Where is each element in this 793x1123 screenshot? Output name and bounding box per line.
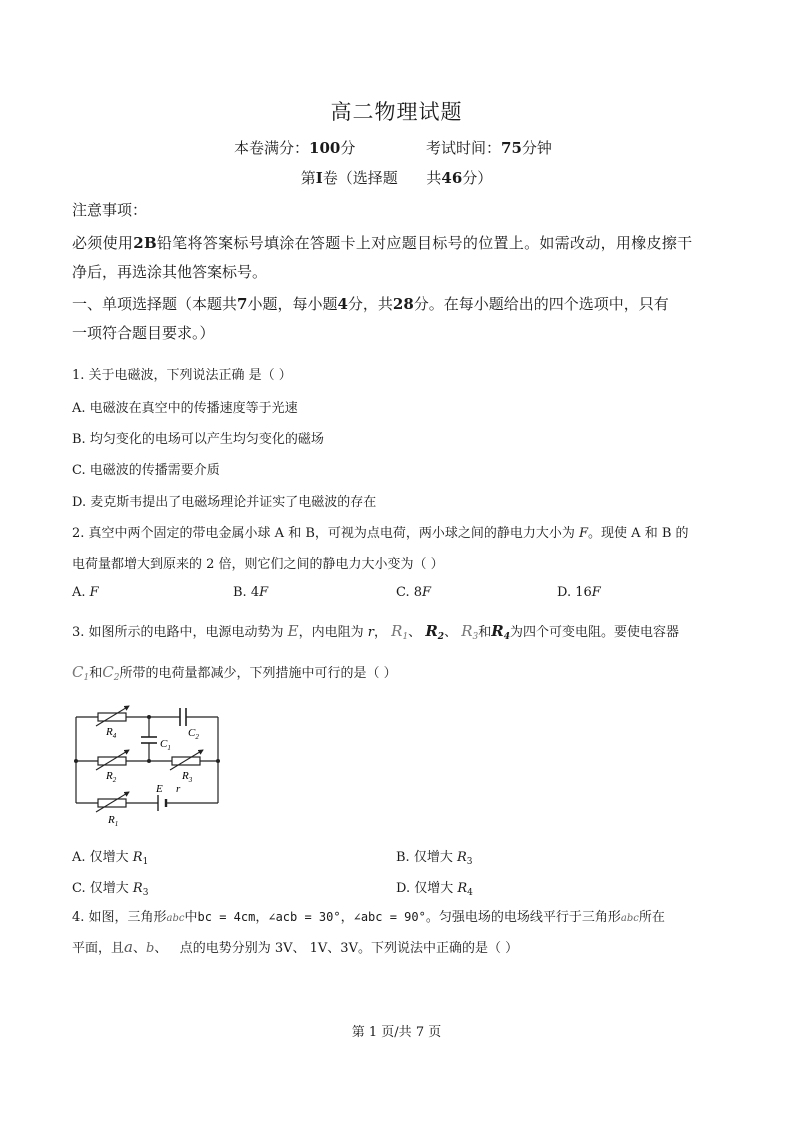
q3-symbol: E bbox=[287, 622, 299, 640]
q4-text: 平面，且 bbox=[72, 941, 125, 956]
part1-text: 7 bbox=[237, 295, 248, 313]
q4-symbol: abc bbox=[166, 913, 185, 924]
label-c2: $C_2$ bbox=[188, 727, 199, 741]
q2-option-label: A. bbox=[72, 585, 90, 600]
part1-text: 4 bbox=[337, 295, 348, 313]
resistor-r1 bbox=[98, 799, 126, 807]
q1-option-b: B. 均匀变化的电场可以产生均匀变化的磁场 bbox=[72, 432, 324, 447]
section-title bbox=[0, 167, 793, 188]
q3-c1 bbox=[72, 663, 89, 681]
q2-option-b bbox=[233, 585, 268, 600]
page-number: 第 1 页/共 7 页 bbox=[351, 1025, 442, 1040]
q3-text: 、 bbox=[444, 625, 458, 640]
full-score-unit: 分 bbox=[340, 139, 356, 157]
full-score-value: 100 bbox=[309, 139, 341, 157]
part1-line-2: 一项符合题目要求。） bbox=[72, 324, 215, 342]
q2-option-value: F bbox=[259, 585, 269, 600]
q3-text: 3. 如图所示的电路中，电源电动势为 bbox=[72, 625, 288, 640]
exam-time-unit: 分钟 bbox=[521, 139, 552, 157]
label-c1: $C_1$ bbox=[160, 738, 171, 752]
q3-symbol: R bbox=[461, 622, 473, 640]
full-score bbox=[234, 137, 355, 158]
q3-subscript: 3 bbox=[466, 857, 473, 867]
q4-condition: ∠abc = 90° bbox=[353, 910, 426, 924]
part1-text: 分。在每小题给出的四个选项中，只有 bbox=[413, 295, 669, 313]
section-title-part: 卷（选择题 bbox=[322, 169, 398, 187]
q3-option-text: A. 仅增大 bbox=[72, 850, 133, 865]
label-r1: $R_1$ bbox=[108, 814, 119, 828]
q2-option-c bbox=[396, 585, 431, 600]
q3-text: ，内电阻为 bbox=[298, 625, 368, 640]
q2-option-value: F bbox=[591, 585, 601, 600]
q3-text: 和 bbox=[478, 625, 492, 640]
part1-text: 一、单项选择题（本题共 bbox=[72, 295, 238, 313]
notice-text: 2B bbox=[133, 234, 157, 252]
notice-text: 必须使用 bbox=[72, 234, 134, 252]
q4-text: 中 bbox=[184, 910, 198, 925]
q4-text: 点的电势分别为 3V、 1V、3V。下列说法中正确的是（ ） bbox=[179, 941, 519, 956]
q3-symbol: R bbox=[457, 881, 468, 896]
q3-text: ， bbox=[373, 625, 387, 640]
part1-line-1 bbox=[72, 293, 669, 314]
q3-option-b bbox=[396, 846, 472, 867]
q2-stem-line-2: 电荷量都增大到原来的 2 倍，则它们之间的静电力大小变为（ ） bbox=[72, 557, 444, 572]
q3-subscript: 1 bbox=[83, 673, 90, 683]
q3-option-c bbox=[72, 877, 148, 898]
q2-option-label: D. 16 bbox=[557, 585, 592, 600]
q3-subscript: 1 bbox=[142, 857, 149, 867]
q2-text: 。现使 A 和 B 的 bbox=[588, 526, 689, 541]
q4-symbol: a bbox=[124, 938, 133, 956]
q3-subscript: 3 bbox=[142, 888, 149, 898]
q3-option-text: D. 仅增大 bbox=[396, 881, 458, 896]
q3-subscript: 3 bbox=[472, 632, 479, 642]
q3-symbol: R bbox=[425, 622, 438, 640]
q3-subscript: 2 bbox=[437, 632, 445, 642]
q4-stem-line-2: 平面，且a、b、 点的电势分别为 3V、 1V、3V。下列说法中正确的是（ ） bbox=[72, 938, 519, 956]
q3-symbol: R bbox=[456, 850, 467, 865]
q3-stem-line-1 bbox=[72, 621, 679, 642]
q3-subscript: 1 bbox=[402, 632, 409, 642]
section-title-part: I bbox=[315, 169, 323, 187]
q2-option-value: F bbox=[89, 585, 99, 600]
part1-text: 28 bbox=[392, 295, 414, 313]
q3-text: 、 bbox=[408, 625, 422, 640]
notice-line-1 bbox=[72, 232, 692, 253]
full-score-label: 本卷满分： bbox=[234, 139, 310, 157]
q4-stem-line-1: 4. 如图，三角形abc中bc = 4cm，∠acb = 30°，∠abc = 90°。匀强电场的电场线平行于三角形abc所在 bbox=[72, 910, 665, 925]
label-r3: $R_3$ bbox=[182, 770, 193, 784]
resistor-r3 bbox=[172, 757, 200, 765]
q4-symbol: b bbox=[145, 941, 155, 956]
q1-option-d: D. 麦克斯韦提出了电磁场理论并证实了电磁波的存在 bbox=[72, 495, 377, 510]
q3-symbol: R bbox=[391, 622, 403, 640]
part1-text: 分，共 bbox=[347, 295, 393, 313]
section-title-part: 分） bbox=[462, 169, 493, 187]
circuit-diagram bbox=[70, 700, 230, 832]
q4-condition: ∠acb = 30° bbox=[268, 910, 341, 924]
q3-r1 bbox=[391, 622, 408, 640]
exam-time-value: 75 bbox=[501, 139, 522, 157]
q3-symbol: R bbox=[132, 850, 143, 865]
section-title-part: 第 bbox=[300, 169, 316, 187]
q3-r4 bbox=[491, 622, 510, 640]
q2-option-label: C. 8 bbox=[396, 585, 423, 600]
notice-heading: 注意事项： bbox=[72, 201, 148, 219]
label-e: E bbox=[156, 783, 163, 795]
q3-subscript: 4 bbox=[503, 632, 510, 642]
q3-symbol: r bbox=[367, 625, 374, 640]
q3-option-a bbox=[72, 846, 148, 867]
q2-text: 2. 真空中两个固定的带电金属小球 A 和 B，可视为点电荷，两小球之间的静电力大小为 bbox=[72, 526, 580, 541]
q3-symbol: R bbox=[132, 881, 143, 896]
q2-option-a bbox=[72, 585, 99, 600]
q4-text: 所在 bbox=[638, 910, 665, 925]
q3-r3 bbox=[461, 622, 478, 640]
q3-symbol: R bbox=[491, 622, 504, 640]
q3-c2 bbox=[102, 663, 119, 681]
q1-option-a: A. 电磁波在真空中的传播速度等于光速 bbox=[72, 401, 298, 416]
part1-text: 小题，每小题 bbox=[247, 295, 338, 313]
exam-time-label: 考试时间： bbox=[426, 139, 502, 157]
q3-option-text: B. 仅增大 bbox=[396, 850, 457, 865]
notice-text: 铅笔将答案标号填涂在答题卡上对应题目标号的位置上。如需改动，用橡皮擦干 bbox=[156, 234, 693, 252]
notice-line-2: 净后，再选涂其他答案标号。 bbox=[72, 263, 268, 281]
page-title: 高二物理试题 bbox=[330, 100, 463, 124]
q3-symbol: C bbox=[72, 663, 84, 681]
q2-option-label: B. 4 bbox=[233, 585, 260, 600]
q3-subscript: 2 bbox=[113, 673, 120, 683]
section-title-part: 共 bbox=[426, 169, 442, 187]
q3-option-d bbox=[396, 877, 473, 898]
q3-r2 bbox=[425, 622, 444, 640]
q2-symbol: F bbox=[579, 526, 589, 541]
q3-subscript: 4 bbox=[467, 888, 473, 898]
q4-condition: bc = 4cm bbox=[197, 910, 256, 924]
q3-text: 和 bbox=[89, 666, 103, 681]
q3-stem-line-2 bbox=[72, 662, 397, 683]
q2-option-value: F bbox=[422, 585, 432, 600]
label-r2: $R_2$ bbox=[106, 770, 117, 784]
q4-text: 。匀强电场的电场线平行于三角形 bbox=[425, 910, 621, 925]
label-r4: $R_4$ bbox=[106, 726, 117, 740]
label-r: r bbox=[176, 783, 181, 795]
q1-stem: 1. 关于电磁波，下列说法正确 是（ ） bbox=[72, 368, 292, 383]
q4-text: 4. 如图，三角形 bbox=[72, 910, 167, 925]
q3-option-text: C. 仅增大 bbox=[72, 881, 133, 896]
q2-stem-line-1 bbox=[72, 522, 689, 541]
q1-option-c: C. 电磁波的传播需要介质 bbox=[72, 463, 220, 478]
q2-option-d bbox=[557, 585, 601, 600]
q3-text: 为四个可变电阻。要使电容器 bbox=[510, 625, 680, 640]
q4-symbol: abc bbox=[620, 913, 639, 924]
exam-time bbox=[426, 137, 552, 158]
resistor-r2 bbox=[98, 757, 126, 765]
q3-symbol: C bbox=[102, 663, 114, 681]
q3-text: 所带的电荷量都减少，下列措施中可行的是（ ） bbox=[119, 666, 397, 681]
resistor-r4 bbox=[98, 713, 126, 721]
section-title-part: 46 bbox=[441, 169, 463, 187]
